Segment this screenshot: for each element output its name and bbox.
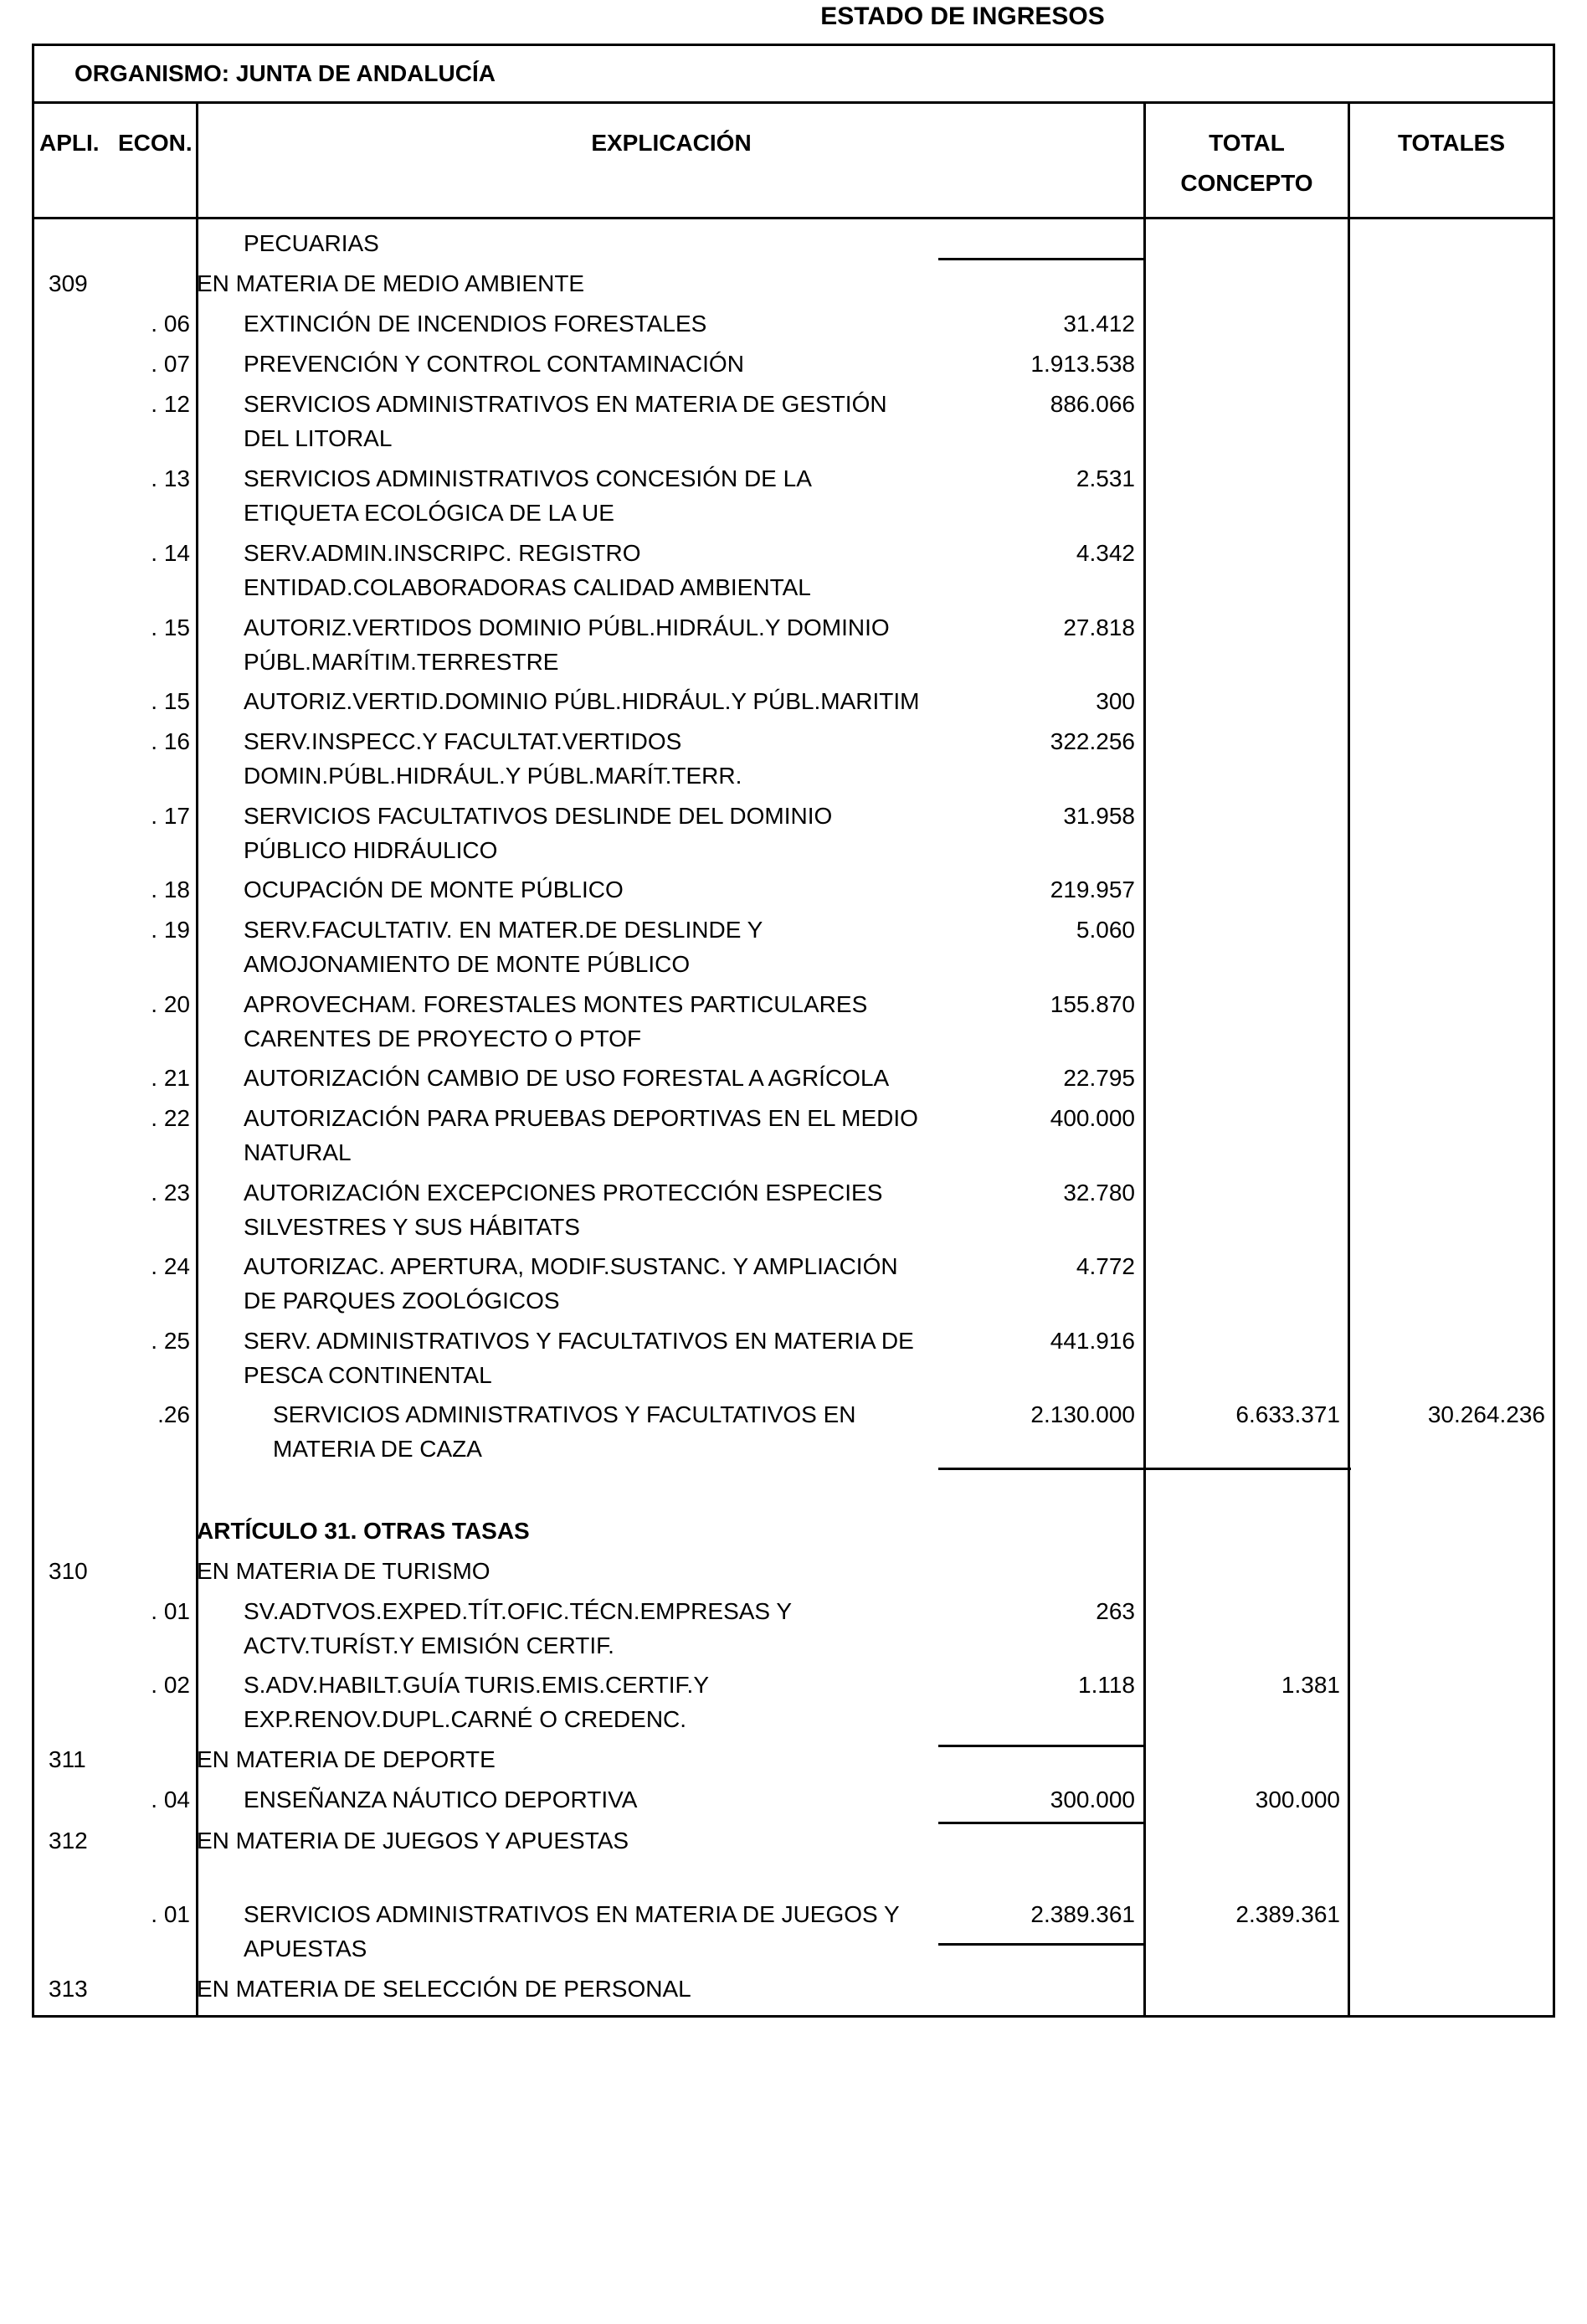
econ-code: . 06: [151, 311, 190, 337]
header-divider: [34, 217, 1553, 219]
econ-code: . 01: [151, 1598, 190, 1624]
amount-value: 263: [1096, 1598, 1135, 1624]
econ-code: . 07: [151, 351, 190, 377]
amount-value: 32.780: [1063, 1180, 1135, 1206]
explanation-text: DOMIN.PÚBL.HIDRÁUL.Y PÚBL.MARÍT.TERR.: [244, 763, 742, 789]
explanation-text: EN MATERIA DE TURISMO: [197, 1558, 490, 1584]
header-total: TOTAL: [1209, 130, 1285, 156]
amount-value: 300.000: [1050, 1787, 1135, 1812]
econ-code: . 18: [151, 877, 190, 902]
econ-code: . 02: [151, 1672, 190, 1698]
econ-code: . 12: [151, 391, 190, 417]
econ-code: . 20: [151, 991, 190, 1017]
econ-code: . 04: [151, 1787, 190, 1812]
header-econ: ECON.: [118, 130, 193, 156]
totales-value: 30.264.236: [1427, 1401, 1545, 1427]
subtotal-rule: [938, 1822, 1146, 1824]
explanation-text: PESCA CONTINENTAL: [244, 1362, 492, 1388]
header-explicacion: EXPLICACIÓN: [591, 130, 752, 156]
econ-code: . 22: [151, 1105, 190, 1131]
explanation-text: SERVICIOS ADMINISTRATIVOS EN MATERIA DE JUEGOS Y: [244, 1901, 900, 1927]
explanation-text: SERV.INSPECC.Y FACULTAT.VERTIDOS: [244, 728, 682, 754]
amount-value: 1.118: [1078, 1672, 1135, 1698]
amount-value: 219.957: [1050, 877, 1135, 902]
explanation-text: CARENTES DE PROYECTO O PTOF: [244, 1026, 642, 1051]
amount-value: 22.795: [1063, 1065, 1135, 1091]
explanation-text: SERVICIOS ADMINISTRATIVOS CONCESIÓN DE LA: [244, 465, 812, 491]
explanation-text: EN MATERIA DE SELECCIÓN DE PERSONAL: [197, 1976, 691, 2002]
apli-code: 313: [49, 1976, 88, 2002]
econ-code: . 19: [151, 917, 190, 943]
subtotal-rule: [938, 1468, 1146, 1470]
explanation-text: AUTORIZACIÓN PARA PRUEBAS DEPORTIVAS EN EL MEDIO: [244, 1105, 918, 1131]
explanation-text: ACTV.TURÍST.Y EMISIÓN CERTIF.: [244, 1632, 614, 1658]
subtotal-rule: [938, 1943, 1146, 1946]
econ-code: . 13: [151, 465, 190, 491]
amount-value: 31.958: [1063, 803, 1135, 829]
explanation-text: ENTIDAD.COLABORADORAS CALIDAD AMBIENTAL: [244, 574, 811, 600]
amount-value: 322.256: [1050, 728, 1135, 754]
explanation-text: SERV. ADMINISTRATIVOS Y FACULTATIVOS EN MATERIA DE: [244, 1328, 914, 1354]
explanation-text: PÚBLICO HIDRÁULICO: [244, 837, 498, 863]
explanation-text: NATURAL: [244, 1139, 352, 1165]
explanation-text: DE PARQUES ZOOLÓGICOS: [244, 1288, 560, 1314]
explanation-text: APROVECHAM. FORESTALES MONTES PARTICULARES: [244, 991, 868, 1017]
explanation-text: EXTINCIÓN DE INCENDIOS FORESTALES: [244, 311, 707, 337]
explanation-text: ETIQUETA ECOLÓGICA DE LA UE: [244, 500, 614, 526]
header-concepto: CONCEPTO: [1180, 170, 1313, 196]
explanation-text: AMOJONAMIENTO DE MONTE PÚBLICO: [244, 951, 691, 977]
econ-code: . 24: [151, 1253, 190, 1279]
amount-value: 4.342: [1076, 540, 1135, 566]
amount-value: 1.913.538: [1030, 351, 1135, 377]
header-apli: APLI.: [39, 130, 100, 156]
explanation-text: SERVICIOS FACULTATIVOS DESLINDE DEL DOMINIO: [244, 803, 833, 829]
header-totales: TOTALES: [1397, 130, 1506, 156]
apli-code: 310: [49, 1558, 88, 1584]
col-divider-code: [196, 101, 198, 2015]
explanation-text: EXP.RENOV.DUPL.CARNÉ O CREDENC.: [244, 1706, 687, 1732]
explanation-text: PREVENCIÓN Y CONTROL CONTAMINACIÓN: [244, 351, 744, 377]
explanation-text: AUTORIZACIÓN EXCEPCIONES PROTECCIÓN ESPECIES: [244, 1180, 883, 1206]
apli-code: 309: [49, 270, 88, 296]
econ-code: . 21: [151, 1065, 190, 1091]
explanation-text: EN MATERIA DE DEPORTE: [197, 1746, 496, 1772]
total-concepto-value: 1.381: [1281, 1672, 1340, 1698]
col-divider-concepto: [1348, 101, 1350, 2015]
page-title: ESTADO DE INGRESOS: [820, 3, 1105, 30]
econ-code: . 01: [151, 1901, 190, 1927]
explanation-text: APUESTAS: [244, 1936, 367, 1962]
total-concepto-value: 2.389.361: [1235, 1901, 1340, 1927]
amount-value: 886.066: [1050, 391, 1135, 417]
apli-code: 312: [49, 1828, 88, 1854]
explanation-text: AUTORIZ.VERTIDOS DOMINIO PÚBL.HIDRÁUL.Y DOMINIO: [244, 614, 890, 640]
income-table-frame: [32, 44, 1555, 2018]
explanation-text: ARTÍCULO 31. OTRAS TASAS: [197, 1518, 530, 1544]
organismo-label: ORGANISMO: JUNTA DE ANDALUCÍA: [74, 60, 496, 86]
amount-value: 27.818: [1063, 614, 1135, 640]
explanation-text: EN MATERIA DE MEDIO AMBIENTE: [197, 270, 585, 296]
amount-value: 155.870: [1050, 991, 1135, 1017]
explanation-text: SILVESTRES Y SUS HÁBITATS: [244, 1214, 580, 1240]
explanation-text: OCUPACIÓN DE MONTE PÚBLICO: [244, 877, 624, 902]
explanation-text: PÚBL.MARÍTIM.TERRESTRE: [244, 649, 559, 675]
econ-code: . 14: [151, 540, 190, 566]
amount-value: 400.000: [1050, 1105, 1135, 1131]
econ-code: .26: [157, 1401, 190, 1427]
explanation-text: AUTORIZACIÓN CAMBIO DE USO FORESTAL A AGRÍCOLA: [244, 1065, 890, 1091]
econ-code: . 23: [151, 1180, 190, 1206]
explanation-text: S.ADV.HABILT.GUÍA TURIS.EMIS.CERTIF.Y: [244, 1672, 710, 1698]
organismo-divider: [34, 101, 1553, 104]
explanation-text: EN MATERIA DE JUEGOS Y APUESTAS: [197, 1828, 629, 1854]
subtotal-rule: [1143, 1468, 1351, 1470]
apli-code: 311: [49, 1746, 86, 1772]
amount-value: 4.772: [1076, 1253, 1135, 1279]
explanation-text: ENSEÑANZA NÁUTICO DEPORTIVA: [244, 1787, 638, 1812]
subtotal-rule: [938, 258, 1146, 260]
amount-value: 2.130.000: [1030, 1401, 1135, 1427]
subtotal-rule: [938, 1745, 1146, 1747]
explanation-text: AUTORIZ.VERTID.DOMINIO PÚBL.HIDRÁUL.Y PÚBL.MARITIM: [244, 688, 920, 714]
col-divider-explanation: [1143, 101, 1146, 2015]
amount-value: 300: [1096, 688, 1135, 714]
amount-value: 2.531: [1076, 465, 1135, 491]
explanation-text: SV.ADTVOS.EXPED.TÍT.OFIC.TÉCN.EMPRESAS Y: [244, 1598, 793, 1624]
explanation-text: DEL LITORAL: [244, 425, 393, 451]
explanation-text: SERVICIOS ADMINISTRATIVOS EN MATERIA DE GESTIÓN: [244, 391, 887, 417]
amount-value: 31.412: [1063, 311, 1135, 337]
amount-value: 5.060: [1076, 917, 1135, 943]
econ-code: . 25: [151, 1328, 190, 1354]
explanation-text: SERV.FACULTATIV. EN MATER.DE DESLINDE Y: [244, 917, 763, 943]
total-concepto-value: 6.633.371: [1235, 1401, 1340, 1427]
explanation-text: SERV.ADMIN.INSCRIPC. REGISTRO: [244, 540, 641, 566]
econ-code: . 17: [151, 803, 190, 829]
explanation-text: AUTORIZAC. APERTURA, MODIF.SUSTANC. Y AMPLIACIÓN: [244, 1253, 898, 1279]
econ-code: . 15: [151, 614, 190, 640]
amount-value: 441.916: [1050, 1328, 1135, 1354]
econ-code: . 16: [151, 728, 190, 754]
explanation-text: PECUARIAS: [244, 230, 379, 256]
total-concepto-value: 300.000: [1255, 1787, 1340, 1812]
explanation-text: SERVICIOS ADMINISTRATIVOS Y FACULTATIVOS EN: [273, 1401, 856, 1427]
explanation-text: MATERIA DE CAZA: [273, 1436, 482, 1462]
amount-value: 2.389.361: [1030, 1901, 1135, 1927]
econ-code: . 15: [151, 688, 190, 714]
